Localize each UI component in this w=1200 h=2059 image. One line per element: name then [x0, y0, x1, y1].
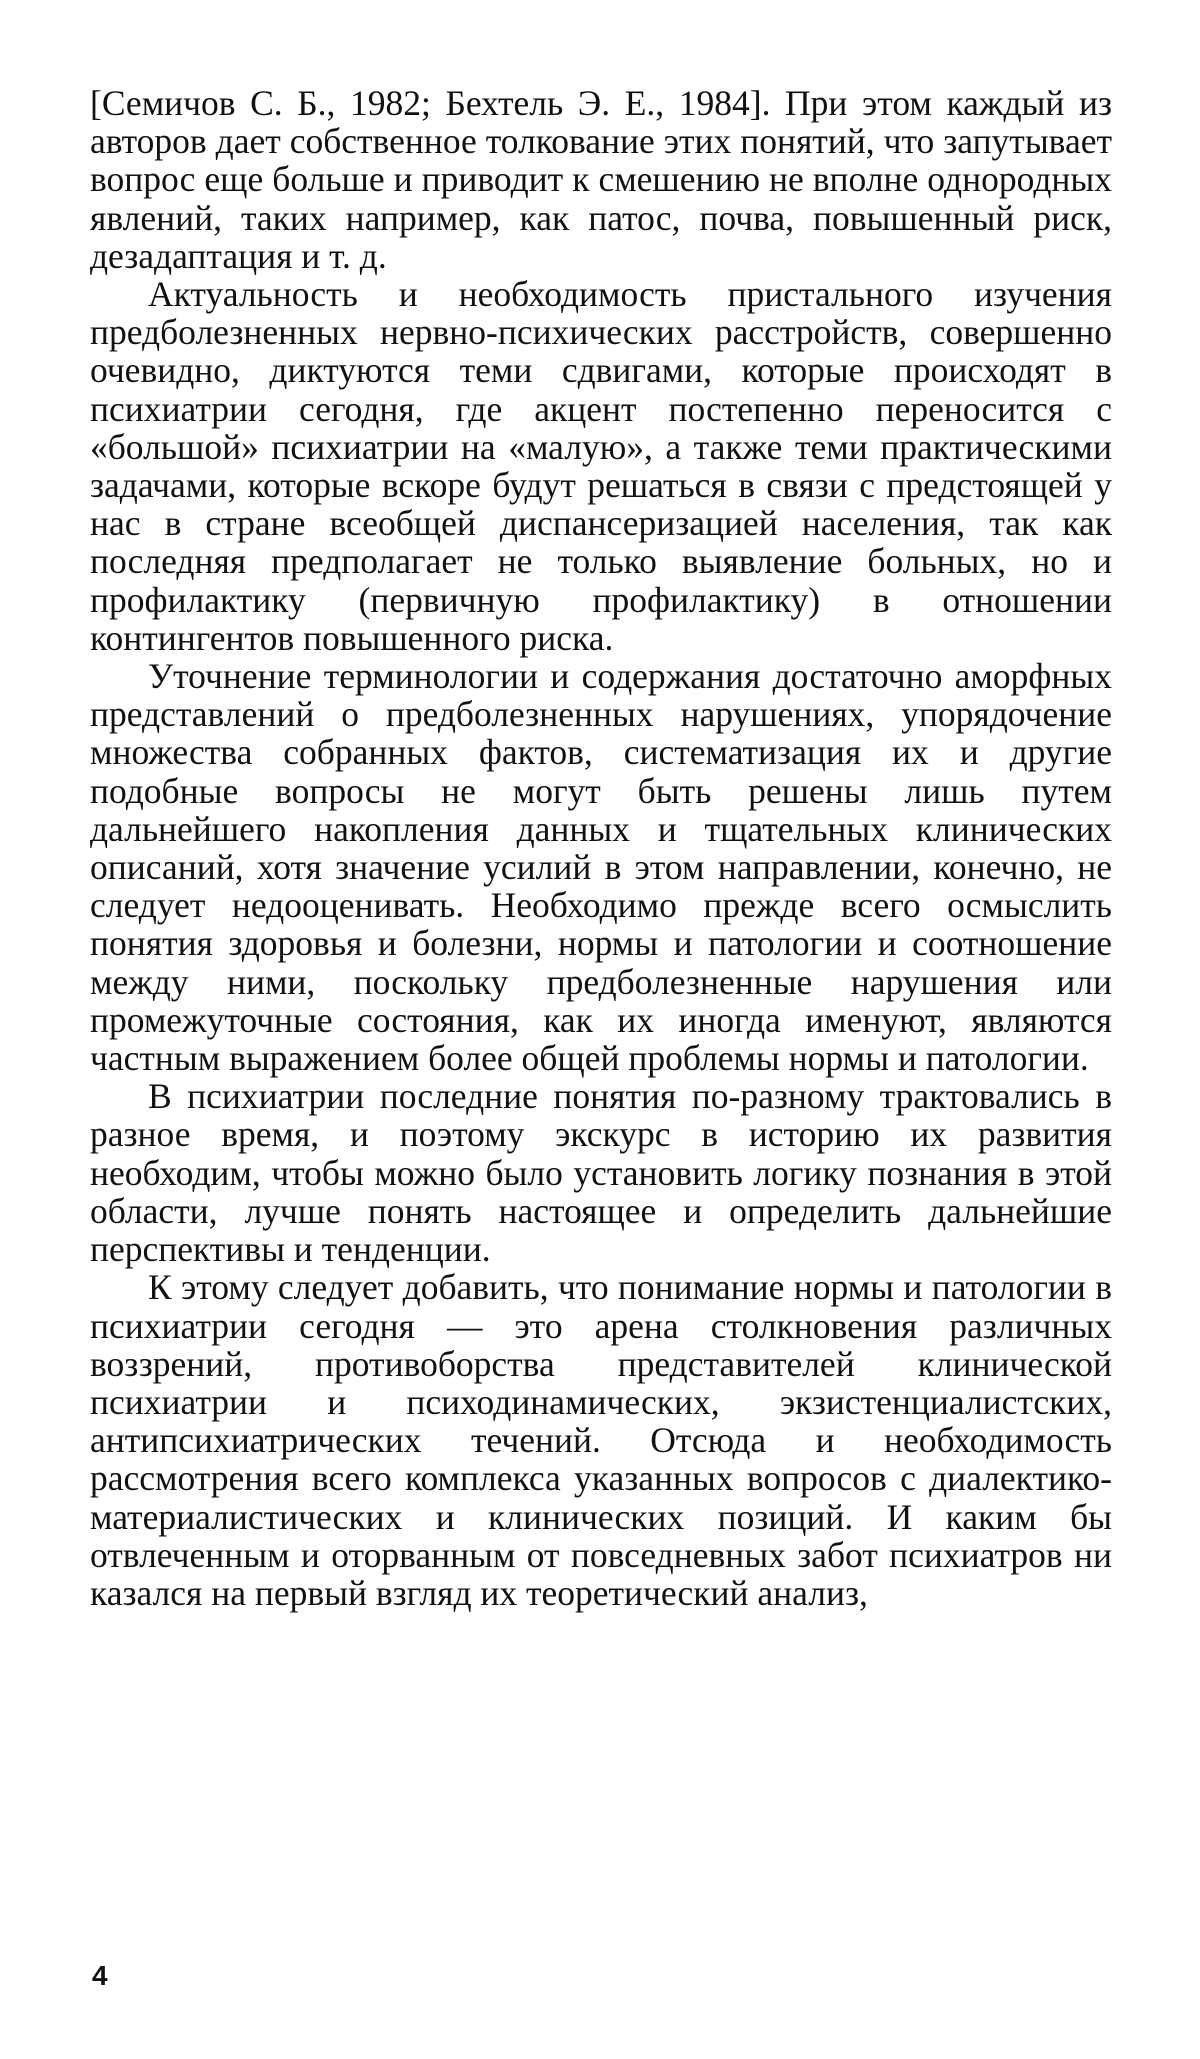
paragraph-4: В психиатрии последние понятия по-разному трактовались в разное время, и поэтому экскурс в историю их развития необходим, чтобы можно было установить логику познания в этой области, лучше понять настоящее и определить дальнейшие перспективы и тенденции.: [90, 1076, 1112, 1270]
paragraph-1: [Семичов С. Б., 1982; Бехтель Э. Е., 1984]. При этом каждый из авторов дает собственное толкование этих понятий, что запутывает вопрос еще больше и приводит к смешению не вполне однородных явлений, таких например, как патос, почва, повышенный риск, дезадаптация и т. д.: [90, 83, 1112, 276]
paragraph-2: Актуальность и необходимость пристального изучения предболезненных нервно-психических расстройств, совершенно очевидно, диктуются теми сдвигами, которые происходят в психиатрии сегодня, где акцент постепенно переносится с «большой» психиатрии на «малую», а также теми практическими задачами, которые вскоре будут решаться в связи с предстоящей у нас в стране всеобщей диспансеризацией населения, так как последняя предполагает не только выявление больных, но и профилактику (первичную профилактику) в отношении контингентов повышенного риска.: [90, 274, 1112, 658]
body-text: [90, 84, 1112, 1612]
paragraph-3: Уточнение терминологии и содержания достаточно аморфных представлений о предболезненных нарушениях, упорядочение множества собранных фактов, систематизация их и другие подобные вопросы не могут быть решены лишь путем дальнейшего накопления данных и тщательных клинических описаний, хотя значение усилий в этом направлении, конечно, не следует недооценивать. Необходимо прежде всего осмыслить понятия здоровья и болезни, нормы и патологии и соотношение между ними, поскольку предболезненные нарушения или промежуточные состояния, как их иногда именуют, являются частным выражением более общей проблемы нормы и патологии.: [90, 656, 1112, 1079]
page-number: 4: [92, 1960, 108, 1991]
paragraph-5: К этому следует добавить, что понимание нормы и патологии в психиатрии сегодня — это арена столкновения различных воззрений, противоборства представителей клинической психиатрии и психодинамических, экзистенциалистских, антипсихиатрических течений. Отсюда и необходимость рассмотрения всего комплекса указанных вопросов с диалектико-материалистических и клинических позиций. И каким бы отвлеченным и оторванным от повседневных забот психиатров ни казался на первый взгляд их теоретический анализ,: [90, 1267, 1112, 1613]
